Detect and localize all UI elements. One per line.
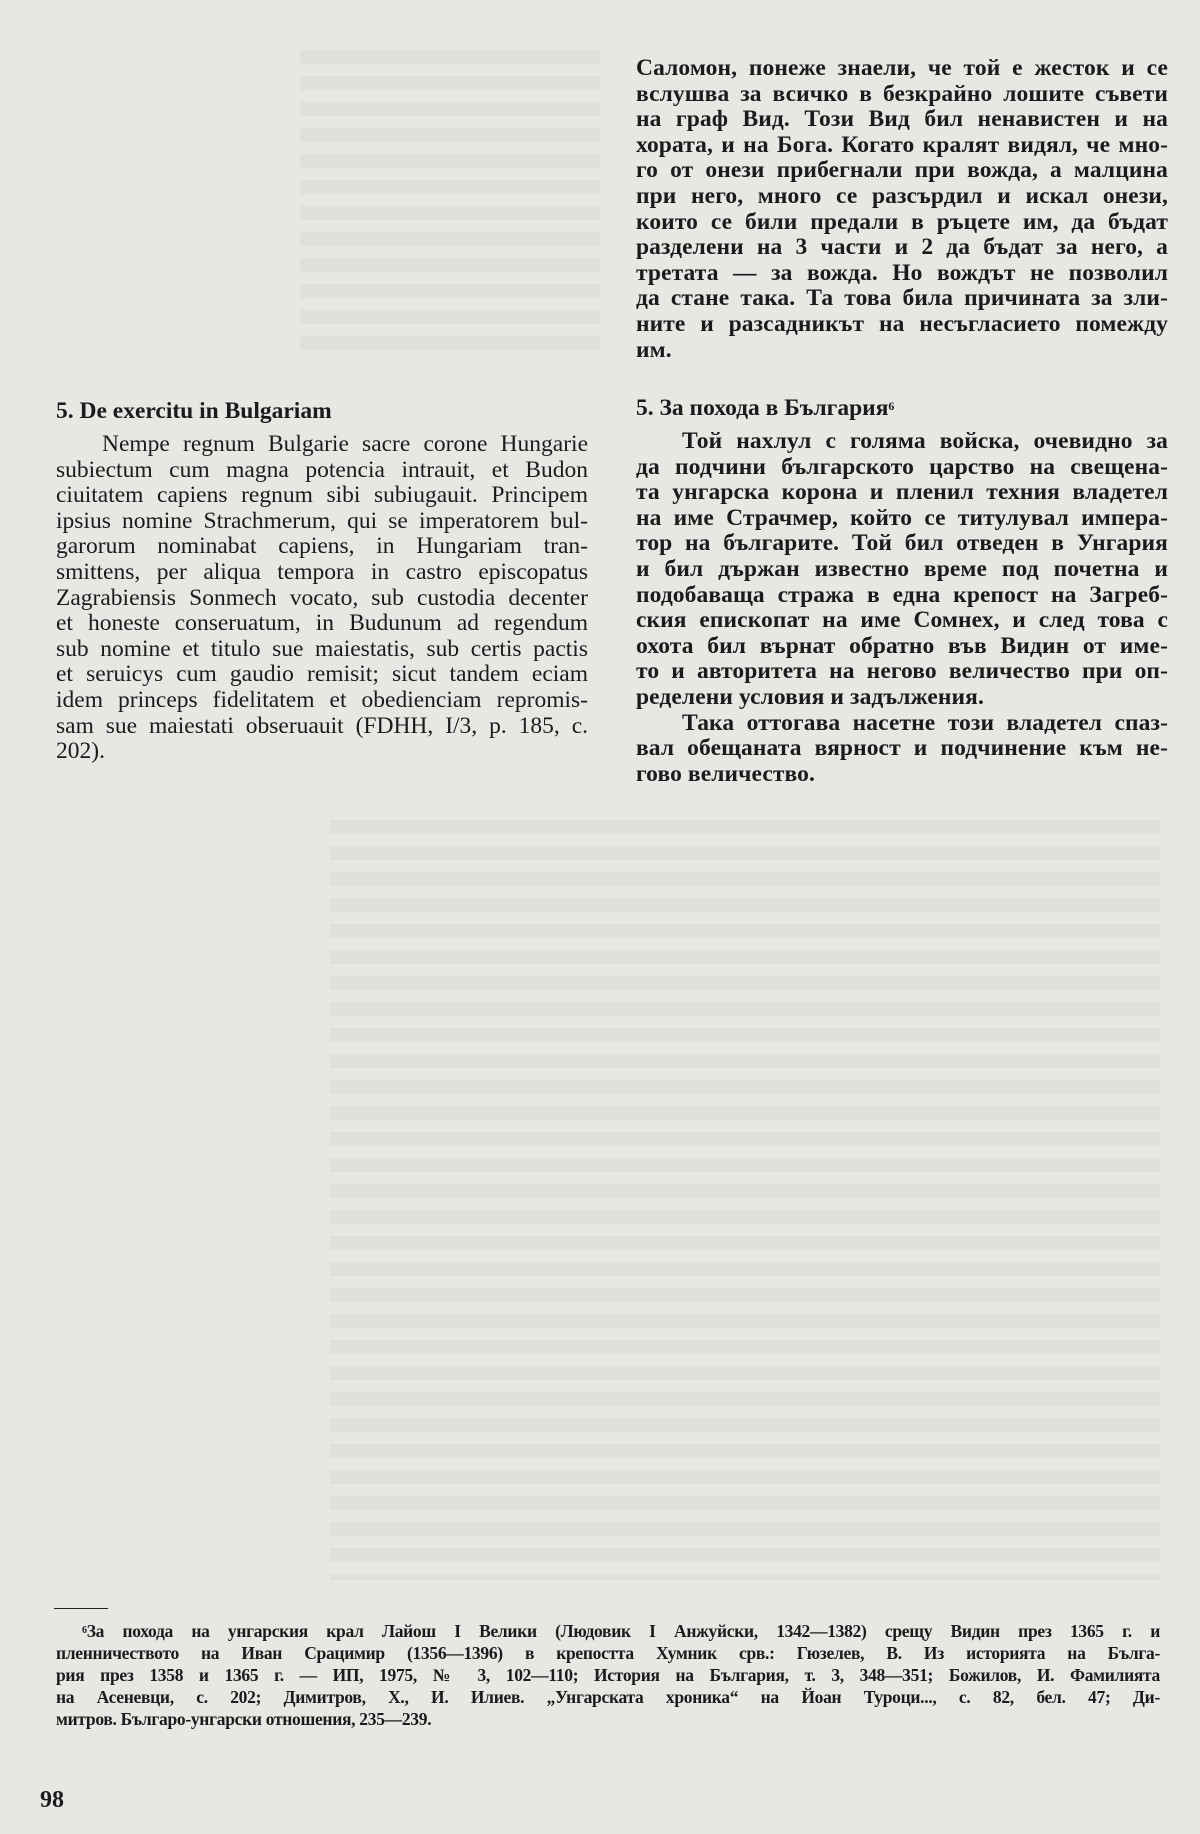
text-line: разделени на 3 части и 2 да бъдат за него, а [636,234,1168,261]
text-line: и бил държан известно време под почетна и [636,555,1168,582]
text-line: подобаваща стража в една крепост на Загреб- [636,581,1168,608]
text-line: Zagrabiensis Sonmech vocato, sub custodia decenter [56,584,588,611]
text-line: та унгарска корона и пленил техния владетел [636,479,1168,506]
footnote [56,1620,1160,1730]
continued-translation-paragraph [636,56,1168,363]
text-line: Nempe regnum Bulgarie sacre corone Hungarie [102,431,588,457]
text-line: ciuitatem capiens regnum sibi subiugauit. Principem [56,482,588,509]
footnote-marker: 6 [82,1625,87,1636]
text-line: то и авторитета на негово величество при оп- [636,658,1168,685]
text-line: smittens, per aliqua tempora in castro episcopatus [56,558,588,585]
text-line: на граф Вид. Този Вид бил ненавистен и на [636,106,1168,133]
page-number: 98 [40,1787,64,1813]
text-line: хората, и на Бога. Когато кралят видял, че мно- [636,131,1168,158]
text-line: ския епископат на име Сомнех, и след това с [636,607,1168,634]
text-line: ните и разсадникът на несъгласието помежду [636,310,1168,337]
footnote-separator [54,1608,108,1609]
text-line: Саломон, понеже знаели, че той е жесток и се [636,55,1168,81]
section-heading-latin: 5. De exercitu in Bulgariam [56,398,332,424]
text-line: sam sue maiestati obseruauit (FDHH, I/3, p. 185, c. [56,712,588,739]
text-line: garorum nominabat capiens, in Hungariam tran- [56,533,588,560]
bleed-through-left [300,50,600,350]
heading-text: 5. За похода в България [636,395,889,421]
text-line: третата — за вожда. Но вождът не позволил [636,259,1168,286]
text-line: които се били предали в ръцете им, да бъдат [636,208,1168,235]
footnote-line: митров. Българо-унгарски отношения, 235—239. [56,1709,432,1729]
text-line: 202). [56,738,105,765]
text-line: вслушва за всичко в безкрайно лошите съвети [636,80,1168,107]
footnote-reference[interactable]: 6 [888,399,895,413]
text-line: ipsius nomine Strachmerum, qui se imperatorem bul- [56,507,588,534]
text-line: et seruicys cum gaudio remisit; sicut tandem eciam [56,661,588,688]
footnote-line [56,1620,1160,1642]
text-line: да подчини българското царство на свещена- [636,453,1168,480]
bulgarian-section [636,395,1168,787]
footnote-line: пленничеството на Иван Срацимир (1356—1396) в крепостта Хумник срв.: Гюзелев, В. Из историята на Бълга- [56,1643,1160,1663]
bleed-through-lower [330,820,1160,1580]
text-line: гово величество. [636,760,815,787]
text-line: го от онези прибегнали при вожда, а малцина [636,157,1168,184]
text-line: idem princeps fidelitatem et obedienciam repromis- [56,686,588,713]
text-line: ределени условия и задължения. [636,683,984,710]
text-line: Така оттогава насетне този владетел спаз- [682,709,1168,736]
footnote-text: За похода на унгарския крал Лайош I Велики (Людовик I Анжуйски, 1342—1382) срещу Видин през 1365 г. и [86,1621,1160,1641]
text-line: sub nomine et titulo sue maiestatis, sub certis pactis [56,635,588,662]
text-line: тор на българите. Той бил отведен в Унгария [636,530,1168,557]
text-line: охота бил върнат обратно във Видин от име- [636,632,1168,659]
text-line: subiectum cum magna potencia intrauit, et Budon [56,456,588,483]
footnote-line: на Асеневци, с. 202; Димитров, Х., И. Илиев. „Унгарската хроника“ на Йоан Туроци..., с. 82, бел. 47; Ди- [56,1687,1160,1707]
text-line: на име Страчмер, който се титулувал импера- [636,504,1168,531]
latin-section [56,398,588,765]
text-line: им. [636,336,672,363]
footnote-line: рия през 1358 и 1365 г. — ИП, 1975, № 3, 102—110; История на България, т. 3, 348—351; Божилов, И. Фамилията [56,1665,1160,1685]
text-line: вал обещаната вярност и подчинение към не- [636,735,1168,762]
text-line: et honeste conseruatum, in Budunum ad regendum [56,610,588,637]
text-line: при него, много се разсърдил и искал онези, [636,182,1168,209]
text-line: да стане така. Та това била причината за зли- [636,285,1168,312]
section-heading-bulgarian [636,395,1168,421]
text-line: Той нахлул с голяма войска, очевидно за [682,428,1168,454]
